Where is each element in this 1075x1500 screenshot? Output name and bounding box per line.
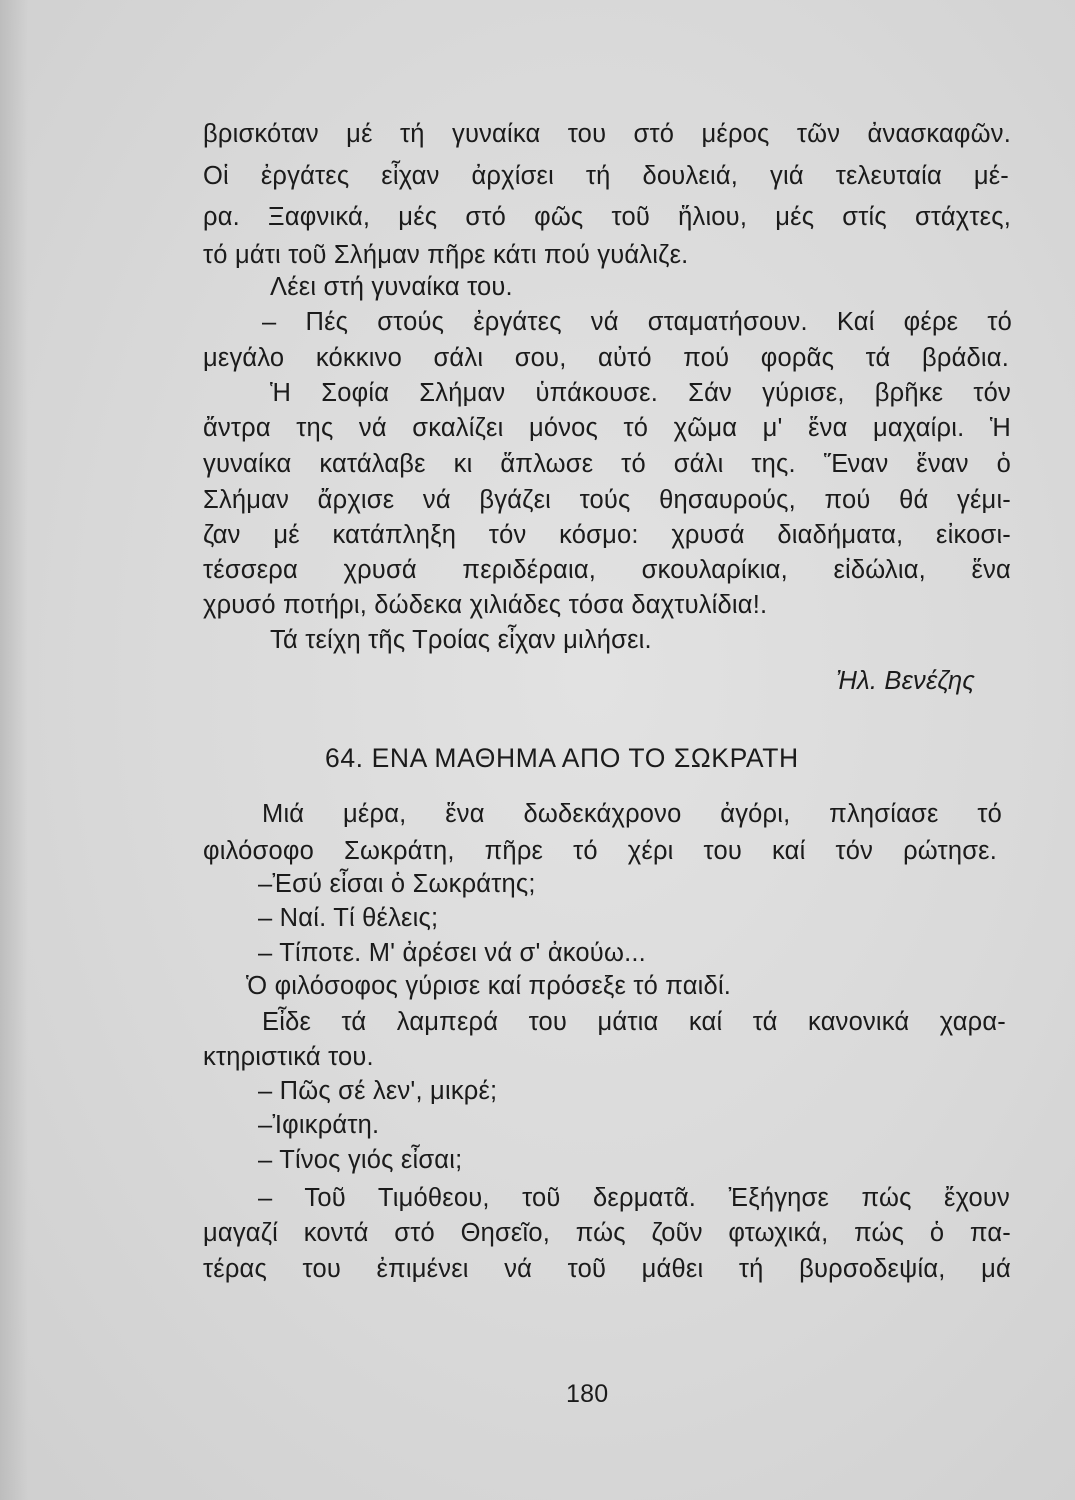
text-line: Σλήμαν ἄρχισε νά βγάζει τούς θησαυρούς, πού θά γέμι- [203, 486, 1011, 514]
text-line: τέρας του ἐπιμένει νά τοῦ μάθει τή βυρσοδεψία, μά [203, 1255, 1011, 1283]
text-line: φιλόσοφο Σωκράτη, πῆρε τό χέρι του καί τόν ρώτησε. [203, 837, 997, 865]
page-number: 180 [566, 1380, 609, 1408]
text-line: ρα. Ξαφνικά, μές στό φῶς τοῦ ἥλιου, μές στίς στάχτες, [203, 203, 1011, 231]
dialogue-line: – Πῶς σέ λεν', μικρέ; [258, 1077, 498, 1105]
text-line: Οἱ ἐργάτες εἶχαν ἀρχίσει τή δουλειά, γιά τελευταία μέ- [203, 162, 1009, 190]
text-line: τό μάτι τοῦ Σλήμαν πῆρε κάτι πού γυάλιζε. [203, 241, 689, 269]
text-line: Τά τείχη τῆς Τροίας εἶχαν μιλήσει. [270, 626, 652, 654]
text-line: ἄντρα της νά σκαλίζει μόνος τό χῶμα μ' ἕνα μαχαίρι. Ἡ [203, 414, 1011, 442]
dialogue-line: –Ἐσύ εἶσαι ὁ Σωκράτης; [258, 870, 536, 898]
text-line: Ὁ φιλόσοφος γύρισε καί πρόσεξε τό παιδί. [246, 972, 732, 1000]
dialogue-line: – Τοῦ Τιμόθεου, τοῦ δερματᾶ. Ἐξήγησε πώς ἔχουν [258, 1184, 1010, 1212]
text-line: Εἶδε τά λαμπερά του μάτια καί τά κανονικά χαρα- [262, 1008, 1006, 1036]
text-line: τέσσερα χρυσά περιδέραια, σκουλαρίκια, εἰδώλια, ἕνα [203, 556, 1011, 584]
text-line: χρυσό ποτήρι, δώδεκα χιλιάδες τόσα δαχτυλίδια!. [203, 591, 768, 619]
dialogue-line: –Ἰφικράτη. [258, 1111, 380, 1139]
text-line: Λέει στή γυναίκα του. [270, 273, 513, 301]
text-line: γυναίκα κατάλαβε κι ἅπλωσε τό σάλι της. Ἕναν ἕναν ὁ [203, 450, 1011, 478]
dialogue-line: – Τίποτε. Μ' ἀρέσει νά σ' ἀκούω... [258, 939, 646, 967]
dialogue-line: – Ναί. Τί θέλεις; [258, 904, 439, 932]
text-line: Ἡ Σοφία Σλήμαν ὑπάκουσε. Σάν γύρισε, βρῆκε τόν [270, 379, 1011, 407]
text-line: μεγάλο κόκκινο σάλι σου, αὐτό πού φορᾶς τά βράδια. [203, 344, 1009, 372]
author-attribution: Ἠλ. Βενέζης [836, 667, 975, 695]
text-line: κτηριστικά του. [203, 1043, 374, 1071]
text-line: – Πές στούς ἐργάτες νά σταματήσουν. Καί φέρε τό [262, 308, 1012, 336]
text-line: Μιά μέρα, ἕνα δωδεκάχρονο ἀγόρι, πλησίασε τό [262, 800, 1002, 828]
dialogue-line: – Τίνος γιός εἶσαι; [258, 1146, 463, 1174]
section-heading: 64. ΕΝΑ ΜΑΘΗΜΑ ΑΠΟ ΤΟ ΣΩΚΡΑΤΗ [325, 743, 799, 773]
text-line: ζαν μέ κατάπληξη τόν κόσμο: χρυσά διαδήματα, εἰκοσι- [203, 521, 1011, 549]
text-line: βρισκόταν μέ τή γυναίκα του στό μέρος τῶν ἀνασκαφῶν. [203, 120, 1011, 148]
spine-shadow [0, 0, 28, 1500]
text-line: μαγαζί κοντά στό Θησεῖο, πώς ζοῦν φτωχικά, πώς ὁ πα- [203, 1219, 1011, 1247]
